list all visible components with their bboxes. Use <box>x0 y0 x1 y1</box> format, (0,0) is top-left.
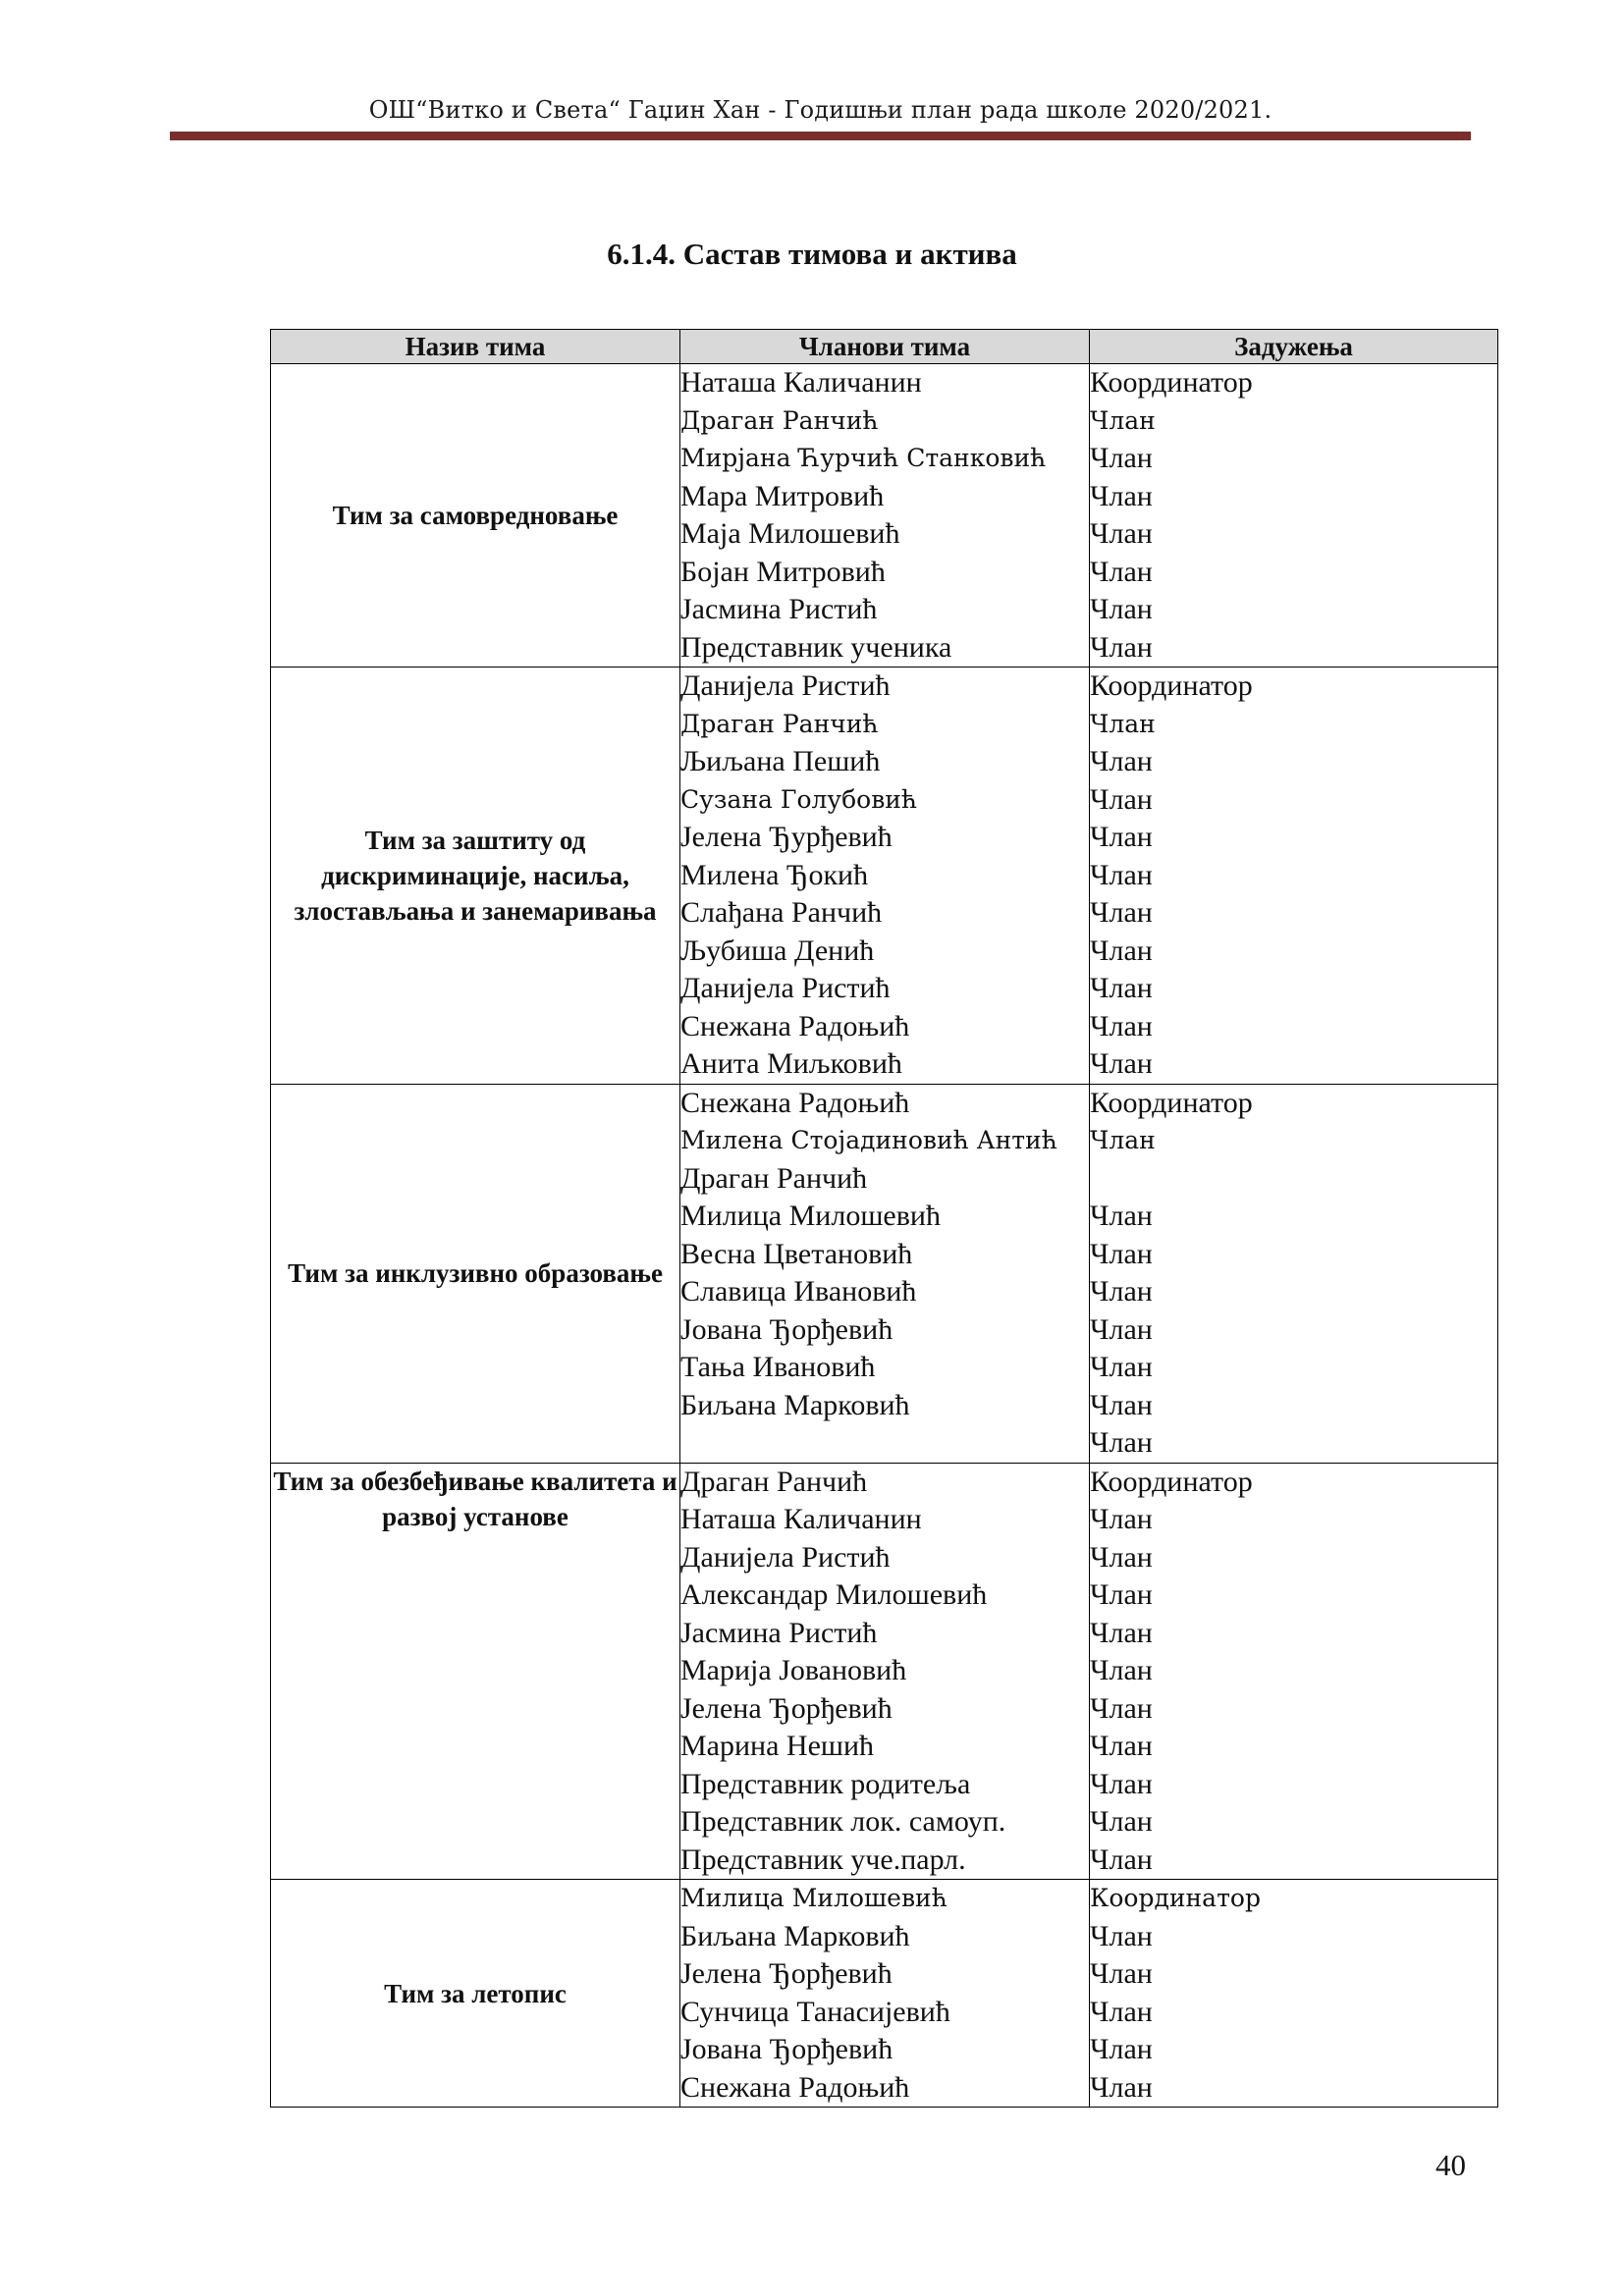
team-member: Данијела Ристић <box>680 972 891 1004</box>
team-member: Сузана Голубовић <box>680 784 918 814</box>
member-role: Координатор <box>1090 669 1253 702</box>
team-roles-cell <box>1090 364 1498 667</box>
team-member: Представник лок. самоуп. <box>680 1805 1006 1838</box>
team-members-cell <box>680 1880 1090 2108</box>
team-row <box>271 1084 1498 1463</box>
team-members-cell <box>680 1463 1090 1880</box>
member-role: Члан <box>1090 555 1153 588</box>
team-member: Јасмина Ристић <box>680 1616 878 1649</box>
team-member: Љиљана Пешић <box>680 745 881 777</box>
member-role: Члан <box>1090 1540 1153 1574</box>
team-member: Весна Цветановић <box>680 1237 913 1270</box>
team-name: Тим за обезбеђивање квалитета и развој установе <box>271 1463 680 1880</box>
team-member: Јелена Ђорђевић <box>680 1691 893 1725</box>
team-member: Сунчица Танасијевић <box>680 1995 950 2028</box>
page-header: ОШ“Витко и Света“ Гаџин Хан - Годишњи план рада школе 2020/2021. <box>368 96 1272 124</box>
member-role: Члан <box>1090 1616 1153 1649</box>
team-member: Бојан Митровић <box>680 555 886 588</box>
team-member: Драган Ранчић <box>680 405 879 435</box>
member-role: Члан <box>1090 745 1153 777</box>
member-role: Члан <box>1090 1842 1153 1876</box>
team-member: Јелена Ђурђевић <box>680 821 893 853</box>
member-role: Члан <box>1090 1312 1153 1346</box>
team-row <box>271 667 1498 1085</box>
member-role: Члан <box>1090 1426 1153 1459</box>
team-member: Наташа Каличанин <box>680 366 922 399</box>
column-header-team-name: Назив тима <box>271 330 680 364</box>
team-member: Јасмина Ристић <box>680 593 878 625</box>
member-role: Члан <box>1090 709 1156 738</box>
team-name: Тим за летопис <box>271 1880 680 2108</box>
team-member: Марина Нешић <box>680 1730 875 1762</box>
member-role: Члан <box>1090 821 1153 853</box>
member-role: Координатор <box>1090 1465 1253 1498</box>
team-member: Тања Ивановић <box>680 1351 876 1383</box>
team-member: Марија Јовановић <box>680 1654 907 1686</box>
teams-table <box>270 329 1498 2108</box>
team-member: Александар Милошевић <box>680 1578 988 1611</box>
team-member: Слађана Ранчић <box>680 896 883 929</box>
member-role: Члан <box>1090 1691 1153 1725</box>
team-row <box>271 1880 1498 2108</box>
team-member: Љубиша Денић <box>680 934 875 967</box>
member-role: Координатор <box>1090 366 1253 399</box>
team-row <box>271 1463 1498 1880</box>
team-member: Јелена Ђорђевић <box>680 1957 893 1990</box>
table-header-row <box>271 330 1498 364</box>
team-member: Милица Милошевић <box>680 1884 947 1912</box>
header-rule <box>170 132 1471 140</box>
team-member: Мирјана Ћурчић Станковић <box>680 444 1047 472</box>
team-member: Данијела Ристић <box>680 1540 891 1574</box>
team-member: Славица Ивановић <box>680 1275 917 1308</box>
column-header-members: Чланови тима <box>680 330 1090 364</box>
member-role: Члан <box>1090 479 1153 512</box>
member-role: Члан <box>1090 2033 1153 2065</box>
team-member: Снежана Радоњић <box>680 1009 910 1042</box>
team-member: Маја Милошевић <box>680 517 900 550</box>
team-members-cell <box>680 1084 1090 1463</box>
team-roles-cell <box>1090 1880 1498 2108</box>
team-member: Данијела Ристић <box>680 669 891 702</box>
team-member: Представник родитеља <box>680 1767 971 1800</box>
member-role: Члан <box>1090 1919 1153 1952</box>
member-role: Члан <box>1090 782 1153 816</box>
member-role: Члан <box>1090 1351 1153 1383</box>
member-role: Члан <box>1090 1995 1153 2028</box>
team-member: Биљана Марковић <box>680 1919 910 1952</box>
team-member: Биљана Марковић <box>680 1388 910 1421</box>
member-role: Члан <box>1090 972 1153 1004</box>
team-member: Јована Ђорђевић <box>680 1312 893 1346</box>
team-member: Снежана Радоњић <box>680 1086 910 1119</box>
team-member: Милена Стојадиновић Антић <box>680 1126 1057 1154</box>
team-member <box>680 1424 1089 1463</box>
section-title: 6.1.4. Састав тимова и актива <box>607 237 1017 271</box>
member-role: Члан <box>1090 1767 1153 1800</box>
team-member: Драган Ранчић <box>680 1465 868 1498</box>
team-name: Тим за заштиту од дискриминације, насиља, злостављања и занемаривања <box>271 667 680 1085</box>
team-member: Наташа Каличанин <box>680 1503 922 1535</box>
member-role: Члан <box>1090 593 1153 625</box>
member-role: Члан <box>1090 405 1156 435</box>
member-role: Члан <box>1090 1126 1156 1154</box>
team-member: Милица Милошевић <box>680 1200 941 1232</box>
team-member: Анита Миљковић <box>680 1047 902 1080</box>
member-role: Члан <box>1090 442 1153 474</box>
team-members-cell <box>680 667 1090 1085</box>
member-role: Члан <box>1090 1009 1153 1042</box>
member-role: Члан <box>1090 1047 1153 1080</box>
member-role: Члан <box>1090 934 1153 967</box>
member-role: Члан <box>1090 1275 1153 1308</box>
team-roles-cell <box>1090 667 1498 1085</box>
member-role: Члан <box>1090 517 1153 550</box>
member-role: Члан <box>1090 1805 1153 1838</box>
team-member: Милена Ђокић <box>680 858 869 891</box>
column-header-roles: Задужења <box>1090 330 1498 364</box>
member-role: Члан <box>1090 1237 1153 1270</box>
team-member: Мара Митровић <box>680 479 885 512</box>
member-role: Члан <box>1090 1578 1153 1611</box>
team-roles-cell <box>1090 1463 1498 1880</box>
team-member: Драган Ранчић <box>680 1161 868 1195</box>
member-role: Координатор <box>1090 1086 1253 1119</box>
page-number: 40 <box>1435 2148 1466 2182</box>
team-member: Јована Ђорђевић <box>680 2033 893 2065</box>
team-member: Драган Ранчић <box>680 709 879 738</box>
member-role: Члан <box>1090 630 1153 664</box>
member-role <box>1090 1160 1497 1199</box>
member-role: Члан <box>1090 858 1153 891</box>
team-member: Представник ученика <box>680 630 952 664</box>
member-role: Члан <box>1090 1503 1153 1535</box>
team-roles-cell <box>1090 1084 1498 1463</box>
member-role: Члан <box>1090 1730 1153 1762</box>
member-role: Члан <box>1090 2070 1153 2104</box>
team-row <box>271 364 1498 667</box>
member-role: Члан <box>1090 1200 1153 1232</box>
member-role: Члан <box>1090 1957 1153 1990</box>
member-role: Члан <box>1090 1654 1153 1686</box>
member-role: Координатор <box>1090 1884 1261 1912</box>
team-name: Тим за инклузивно образовање <box>271 1084 680 1463</box>
team-member: Снежана Радоњић <box>680 2070 910 2104</box>
team-member: Представник уче.парл. <box>680 1842 966 1876</box>
member-role: Члан <box>1090 896 1153 929</box>
team-name: Тим за самовредновање <box>271 364 680 667</box>
member-role: Члан <box>1090 1388 1153 1421</box>
team-members-cell <box>680 364 1090 667</box>
